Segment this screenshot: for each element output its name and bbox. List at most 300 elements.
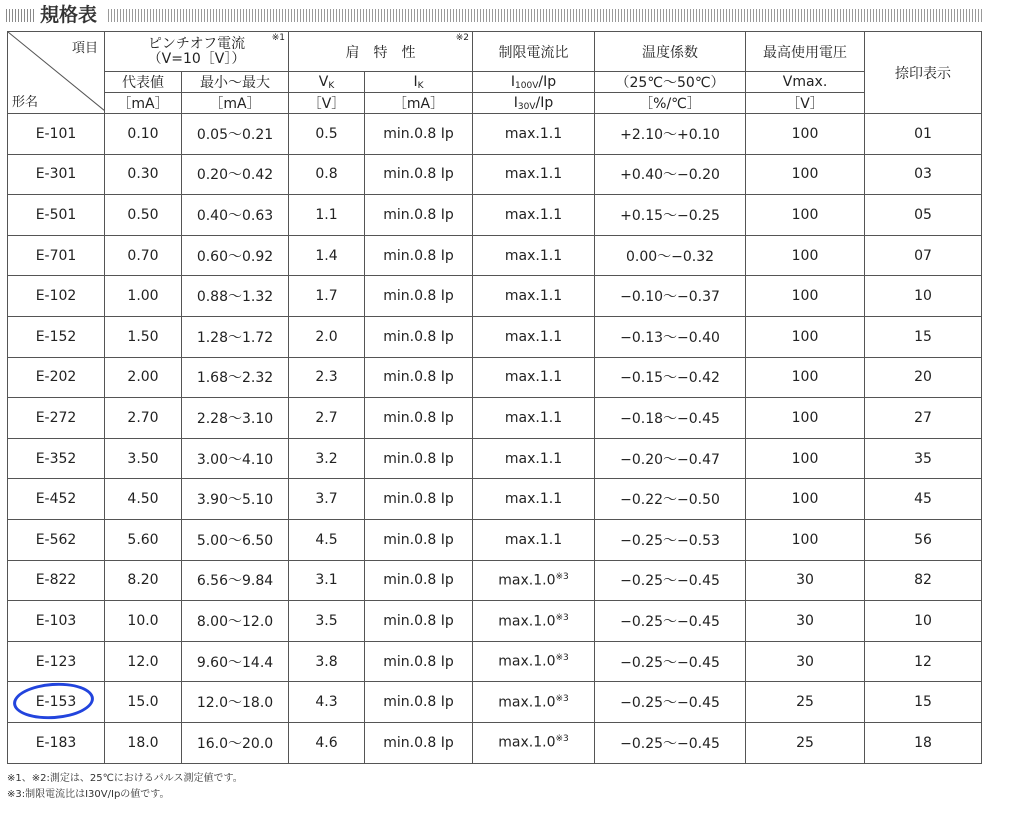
cell-range	[182, 560, 289, 601]
cell-typ	[105, 560, 182, 601]
cell-ik	[365, 235, 473, 276]
title-decoration-right	[108, 9, 982, 22]
cell-vmax-text: 100	[791, 491, 819, 508]
cell-ratio-text: max.1.0	[498, 653, 556, 670]
cell-temp-coef	[595, 722, 746, 763]
header-item-label: 項目	[71, 41, 98, 56]
cell-model	[8, 316, 105, 357]
cell-typ-text: 5.60	[127, 531, 159, 548]
cell-typ-text: 0.70	[127, 247, 159, 264]
cell-ik	[365, 601, 473, 642]
cell-model	[8, 479, 105, 520]
cell-ratio	[473, 722, 595, 763]
cell-typ	[105, 235, 182, 276]
table-row	[8, 682, 982, 723]
cell-model	[8, 154, 105, 195]
table-row	[8, 154, 982, 195]
cell-vmax	[746, 154, 865, 195]
cell-model-text: E-822	[35, 572, 77, 589]
table-row	[8, 357, 982, 398]
cell-typ-text: 12.0	[127, 653, 159, 670]
cell-vmax	[746, 722, 865, 763]
unit-voltage: ［V］	[746, 93, 865, 114]
cell-ratio	[473, 479, 595, 520]
cell-model	[8, 276, 105, 317]
cell-vmax-text: 100	[791, 288, 819, 305]
table-row	[8, 195, 982, 236]
cell-temp-coef	[595, 398, 746, 439]
cell-marking	[865, 722, 982, 763]
note-ref-2: ※2	[455, 33, 470, 43]
unit-range: ［mA］	[182, 93, 289, 114]
note-ref-3: ※3	[555, 734, 569, 745]
cell-typ	[105, 438, 182, 479]
cell-temp-coef-text: −0.25～−0.45	[620, 735, 720, 752]
cell-temp-coef	[595, 519, 746, 560]
cell-ratio	[473, 682, 595, 723]
cell-model-text: E-202	[35, 369, 77, 386]
cell-ik	[365, 682, 473, 723]
header-pinchoff	[105, 32, 289, 72]
cell-range-text: 5.00～6.50	[196, 532, 274, 549]
cell-vk-text: 1.1	[315, 206, 338, 223]
header-range: 最小～最大	[182, 72, 289, 93]
cell-typ	[105, 357, 182, 398]
note-ref-3: ※3	[555, 693, 569, 704]
cell-vmax	[746, 235, 865, 276]
cell-typ	[105, 195, 182, 236]
cell-marking	[865, 479, 982, 520]
cell-ik-text: min.0.8 Ip	[383, 531, 454, 548]
cell-vk	[289, 560, 365, 601]
cell-vk-text: 4.5	[315, 531, 338, 548]
cell-vmax-text: 25	[796, 694, 814, 711]
cell-temp-coef-text: −0.10～−0.37	[620, 289, 720, 306]
note-ref-1: ※1	[271, 33, 286, 43]
note-ref-3: ※3	[555, 612, 569, 623]
cell-vmax-text: 100	[791, 328, 819, 345]
cell-marking-text: 45	[914, 491, 932, 508]
cell-typ-text: 15.0	[127, 694, 159, 711]
cell-ik-text: min.0.8 Ip	[383, 572, 454, 589]
cell-model-text: E-152	[35, 328, 77, 345]
cell-range-text: 1.68～2.32	[196, 370, 274, 387]
cell-vk	[289, 438, 365, 479]
cell-vmax	[746, 276, 865, 317]
limit30-i: I	[513, 94, 518, 111]
cell-range	[182, 519, 289, 560]
cell-model-text: E-101	[35, 125, 77, 142]
cell-range-text: 8.00～12.0	[196, 613, 274, 630]
cell-ik	[365, 438, 473, 479]
cell-ratio-text: max.1.1	[504, 369, 563, 386]
cell-vk	[289, 601, 365, 642]
cell-ik-text: min.0.8 Ip	[383, 409, 454, 426]
cell-model-text: E-562	[35, 531, 77, 548]
cell-range	[182, 114, 289, 155]
cell-range-text: 0.20～0.42	[196, 167, 274, 184]
cell-ratio-text: max.1.1	[504, 247, 563, 264]
cell-vk	[289, 195, 365, 236]
cell-vmax-text: 30	[796, 572, 814, 589]
cell-ratio-text: max.1.1	[504, 491, 563, 508]
table-row	[8, 519, 982, 560]
cell-typ	[105, 722, 182, 763]
cell-model-text: E-701	[35, 247, 77, 264]
cell-temp-coef-text: −0.20～−0.47	[620, 451, 720, 468]
spec-table	[7, 31, 982, 764]
cell-marking	[865, 357, 982, 398]
cell-temp-coef-text: −0.15～−0.42	[620, 370, 720, 387]
ik-symbol: I	[413, 73, 418, 90]
cell-typ	[105, 276, 182, 317]
cell-marking	[865, 682, 982, 723]
cell-ik-text: min.0.8 Ip	[383, 653, 454, 670]
cell-vk-text: 2.7	[315, 409, 338, 426]
cell-ik-text: min.0.8 Ip	[383, 450, 454, 467]
cell-vk-text: 2.0	[315, 328, 338, 345]
cell-ik-text: min.0.8 Ip	[383, 734, 454, 751]
cell-vmax	[746, 398, 865, 439]
cell-vmax	[746, 682, 865, 723]
unit-temp: ［%/℃］	[595, 93, 746, 114]
page-title: 規格表	[40, 4, 98, 26]
cell-typ	[105, 479, 182, 520]
cell-range	[182, 195, 289, 236]
cell-ratio	[473, 316, 595, 357]
cell-typ-text: 8.20	[127, 572, 159, 589]
cell-ratio-text: max.1.1	[504, 206, 563, 223]
cell-vk-text: 3.1	[315, 572, 338, 589]
cell-vk-text: 1.7	[315, 288, 338, 305]
cell-vk-text: 3.5	[315, 612, 338, 629]
table-row	[8, 276, 982, 317]
cell-vk	[289, 682, 365, 723]
note-ref-3: ※3	[555, 653, 569, 664]
cell-ik-text: min.0.8 Ip	[383, 166, 454, 183]
cell-temp-coef	[595, 682, 746, 723]
header-typ: 代表値	[105, 72, 182, 93]
cell-temp-coef	[595, 479, 746, 520]
cell-vmax-text: 100	[791, 450, 819, 467]
limit-i-sub: 100V	[515, 80, 539, 91]
cell-marking	[865, 195, 982, 236]
cell-temp-coef-text: −0.25～−0.45	[620, 573, 720, 590]
cell-vmax-text: 100	[791, 206, 819, 223]
cell-marking-text: 12	[914, 653, 932, 670]
cell-model-text: E-102	[35, 288, 77, 305]
cell-range-text: 9.60～14.4	[196, 654, 274, 671]
cell-ik-text: min.0.8 Ip	[383, 491, 454, 508]
cell-ratio-text: max.1.1	[504, 531, 563, 548]
cell-range	[182, 276, 289, 317]
cell-vk-text: 3.8	[315, 653, 338, 670]
cell-temp-coef	[595, 560, 746, 601]
cell-ratio	[473, 398, 595, 439]
cell-typ	[105, 154, 182, 195]
cell-typ-text: 2.00	[127, 369, 159, 386]
cell-vk	[289, 357, 365, 398]
cell-typ-text: 3.50	[127, 450, 159, 467]
header-vmax: Vmax.	[746, 72, 865, 93]
cell-marking	[865, 154, 982, 195]
cell-ik	[365, 195, 473, 236]
pinchoff-subtitle: （V=10［V］）	[147, 50, 246, 67]
cell-vmax	[746, 641, 865, 682]
cell-vk	[289, 235, 365, 276]
header-limit-ratio	[473, 72, 595, 93]
cell-ratio-text: max.1.1	[504, 288, 563, 305]
cell-vk-text: 2.3	[315, 369, 338, 386]
cell-vk	[289, 641, 365, 682]
cell-vk	[289, 479, 365, 520]
table-row	[8, 479, 982, 520]
unit-vk: ［V］	[289, 93, 365, 114]
cell-typ	[105, 398, 182, 439]
cell-model	[8, 519, 105, 560]
cell-temp-coef	[595, 438, 746, 479]
cell-marking	[865, 601, 982, 642]
ik-sub: K	[417, 80, 424, 91]
cell-ik-text: min.0.8 Ip	[383, 288, 454, 305]
cell-ik	[365, 560, 473, 601]
cell-vk	[289, 114, 365, 155]
cell-range	[182, 722, 289, 763]
cell-temp-coef-text: +0.15～−0.25	[620, 207, 720, 224]
cell-temp-coef-text: −0.25～−0.45	[620, 654, 720, 671]
cell-vk	[289, 519, 365, 560]
cell-model-text: E-452	[35, 491, 77, 508]
cell-ratio-text: max.1.0	[498, 572, 556, 589]
cell-model-text: E-153	[35, 694, 77, 711]
cell-temp-coef	[595, 114, 746, 155]
cell-marking-text: 56	[914, 531, 932, 548]
limit30-rest: /Ip	[535, 94, 554, 111]
cell-typ-text: 10.0	[127, 612, 159, 629]
cell-vk	[289, 154, 365, 195]
note-ref-3: ※3	[555, 572, 569, 582]
cell-ratio	[473, 641, 595, 682]
header-model-label: 形名	[12, 95, 39, 110]
cell-vmax	[746, 316, 865, 357]
cell-temp-coef-text: −0.18～−0.45	[620, 410, 720, 427]
cell-vk	[289, 722, 365, 763]
cell-range	[182, 357, 289, 398]
cell-model	[8, 235, 105, 276]
cell-range-text: 16.0～20.0	[196, 735, 274, 752]
cell-model-text: E-501	[35, 206, 77, 223]
cell-vmax-text: 100	[791, 409, 819, 426]
cell-vk-text: 1.4	[315, 247, 338, 264]
vk-sub: K	[328, 80, 335, 91]
cell-typ	[105, 641, 182, 682]
cell-model	[8, 560, 105, 601]
table-row	[8, 438, 982, 479]
cell-marking-text: 15	[914, 694, 932, 711]
cell-range	[182, 601, 289, 642]
table-row	[8, 235, 982, 276]
cell-ratio	[473, 114, 595, 155]
cell-marking-text: 05	[914, 206, 932, 223]
cell-ratio-text: max.1.1	[504, 328, 563, 345]
header-limit	[473, 32, 595, 72]
cell-marking-text: 03	[914, 166, 932, 183]
cell-vmax	[746, 357, 865, 398]
cell-typ-text: 0.50	[127, 206, 159, 223]
unit-ik: ［mA］	[365, 93, 473, 114]
cell-ik	[365, 154, 473, 195]
cell-typ	[105, 316, 182, 357]
cell-typ-text: 4.50	[127, 491, 159, 508]
cell-ik-text: min.0.8 Ip	[383, 206, 454, 223]
vk-symbol: V	[318, 73, 329, 90]
cell-model-text: E-183	[35, 734, 77, 751]
cell-temp-coef	[595, 601, 746, 642]
cell-ik	[365, 641, 473, 682]
header-voltage	[746, 32, 865, 72]
cell-model-text: E-301	[35, 166, 77, 183]
cell-vk	[289, 276, 365, 317]
header-temp	[595, 32, 746, 72]
cell-range-text: 0.88～1.32	[196, 289, 274, 306]
cell-range	[182, 398, 289, 439]
cell-temp-coef-text: −0.25～−0.45	[620, 695, 720, 712]
cell-ik-text: min.0.8 Ip	[383, 612, 454, 629]
cell-range-text: 12.0～18.0	[196, 695, 274, 712]
cell-temp-coef-text: −0.22～−0.50	[620, 492, 720, 509]
cell-ik-text: min.0.8 Ip	[383, 125, 454, 142]
cell-model	[8, 114, 105, 155]
cell-ratio-text: max.1.0	[498, 613, 556, 630]
cell-model	[8, 722, 105, 763]
cell-ratio	[473, 560, 595, 601]
cell-temp-coef	[595, 154, 746, 195]
cell-marking	[865, 438, 982, 479]
table-row	[8, 722, 982, 763]
header-shoulder	[289, 32, 473, 72]
cell-ik-text: min.0.8 Ip	[383, 247, 454, 264]
cell-vmax	[746, 560, 865, 601]
cell-temp-coef-text: +0.40～−0.20	[620, 167, 720, 184]
cell-ik	[365, 357, 473, 398]
cell-ratio-text: max.1.0	[498, 694, 556, 711]
table-row	[8, 114, 982, 155]
cell-range-text: 0.40～0.63	[196, 207, 274, 224]
cell-range-text: 3.00～4.10	[196, 451, 274, 468]
cell-marking-text: 01	[914, 125, 932, 142]
cell-range-text: 0.05～0.21	[196, 126, 274, 143]
table-row	[8, 398, 982, 439]
cell-typ-text: 1.00	[127, 288, 159, 305]
cell-typ-text: 0.10	[127, 125, 159, 142]
cell-ik-text: min.0.8 Ip	[383, 369, 454, 386]
header-marking	[865, 32, 982, 114]
cell-model	[8, 195, 105, 236]
cell-vmax-text: 100	[791, 369, 819, 386]
cell-ratio-text: max.1.1	[504, 409, 563, 426]
title-bar	[6, 4, 982, 26]
table-row	[8, 641, 982, 682]
table-row	[8, 601, 982, 642]
cell-vmax	[746, 519, 865, 560]
title-decoration-left	[6, 9, 36, 22]
cell-typ-text: 1.50	[127, 328, 159, 345]
cell-ik	[365, 519, 473, 560]
cell-vmax-text: 100	[791, 166, 819, 183]
cell-vmax	[746, 479, 865, 520]
cell-vmax-text: 30	[796, 612, 814, 629]
cell-vmax	[746, 601, 865, 642]
cell-temp-coef-text: −0.25～−0.53	[620, 532, 720, 549]
cell-model	[8, 601, 105, 642]
header-ik	[365, 72, 473, 93]
cell-marking	[865, 519, 982, 560]
cell-marking	[865, 276, 982, 317]
cell-vk-text: 0.5	[315, 125, 338, 142]
cell-ik	[365, 398, 473, 439]
cell-typ	[105, 601, 182, 642]
cell-range	[182, 479, 289, 520]
cell-vmax-text: 100	[791, 125, 819, 142]
cell-temp-coef-text: 0.00～−0.32	[625, 248, 715, 265]
cell-typ-text: 0.30	[127, 166, 159, 183]
cell-ratio	[473, 438, 595, 479]
cell-model	[8, 641, 105, 682]
cell-marking	[865, 114, 982, 155]
cell-range	[182, 438, 289, 479]
cell-ratio	[473, 601, 595, 642]
cell-temp-coef	[595, 276, 746, 317]
cell-ik	[365, 276, 473, 317]
cell-vk-text: 3.7	[315, 491, 338, 508]
cell-typ-text: 18.0	[127, 734, 159, 751]
cell-ik	[365, 479, 473, 520]
shoulder-title: 肩 特 性	[345, 44, 416, 61]
cell-ratio-text: max.1.1	[504, 450, 563, 467]
limit-i: I	[510, 73, 516, 90]
cell-ik	[365, 722, 473, 763]
cell-range	[182, 154, 289, 195]
cell-ratio-text: max.1.1	[504, 125, 563, 142]
cell-model-text: E-123	[35, 653, 77, 670]
cell-ratio	[473, 357, 595, 398]
cell-ratio	[473, 195, 595, 236]
voltage-title: 最高使用電圧	[763, 44, 848, 61]
cell-range	[182, 235, 289, 276]
cell-marking-text: 15	[914, 328, 932, 345]
unit-limit	[473, 93, 595, 114]
footnote-1: ※1、※2:測定は、25℃におけるパルス測定値です。	[7, 773, 243, 784]
cell-marking-text: 82	[914, 572, 932, 589]
cell-typ-text: 2.70	[127, 409, 159, 426]
cell-range-text: 6.56～9.84	[196, 573, 274, 590]
cell-marking-text: 18	[914, 734, 932, 751]
cell-ik	[365, 114, 473, 155]
header-temp-range: （25℃～50℃）	[595, 72, 746, 93]
cell-typ	[105, 114, 182, 155]
cell-typ	[105, 519, 182, 560]
pinchoff-title: ピンチオフ電流	[147, 35, 246, 52]
unit-typ: ［mA］	[105, 93, 182, 114]
cell-range-text: 3.90～5.10	[196, 492, 274, 509]
cell-model	[8, 438, 105, 479]
cell-marking-text: 27	[914, 409, 932, 426]
cell-vmax-text: 100	[791, 531, 819, 548]
cell-ratio	[473, 235, 595, 276]
cell-model	[8, 398, 105, 439]
cell-marking-text: 35	[914, 450, 932, 467]
cell-model-text: E-352	[35, 450, 77, 467]
